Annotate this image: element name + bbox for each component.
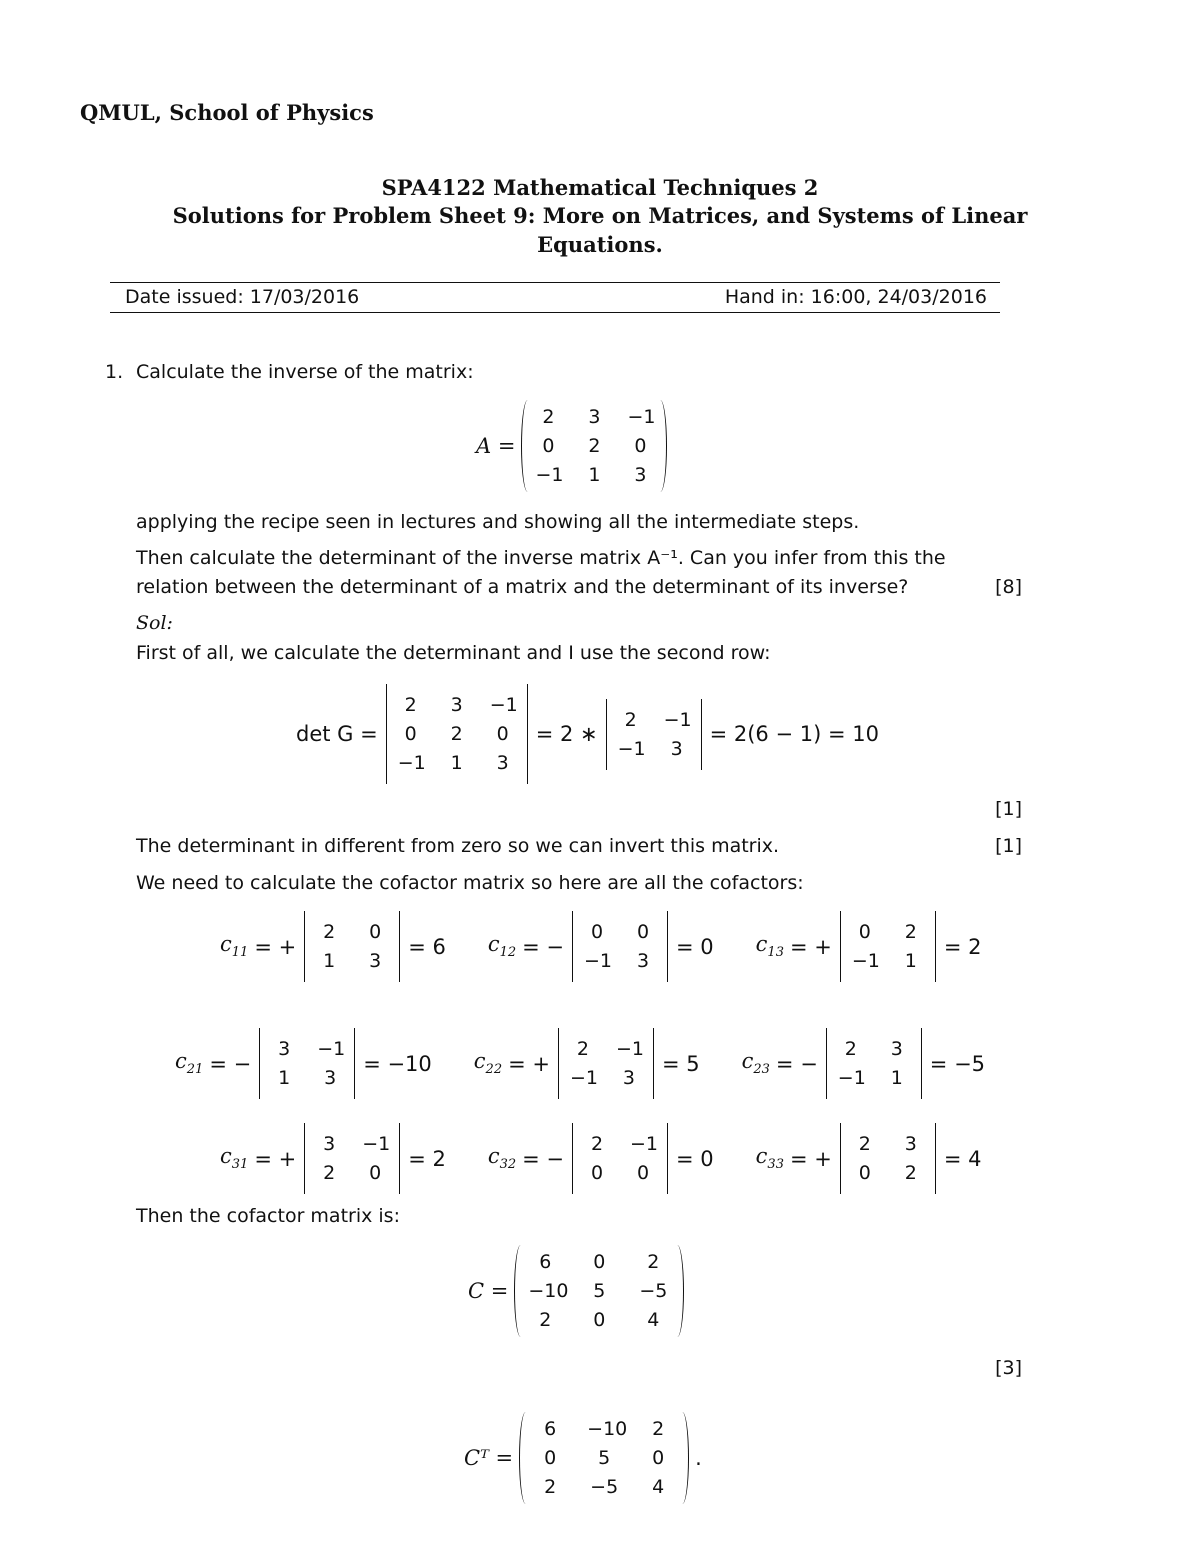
mark-1: [1] — [995, 798, 1022, 820]
minor-c33-cell-1-1: 2 — [858, 1133, 871, 1155]
matrix-ct-equation — [458, 1412, 708, 1504]
minor-c11-cell-2-2: 3 — [369, 950, 382, 972]
det-big-cell-3-3: 3 — [496, 752, 509, 774]
cofactor-minor — [838, 915, 938, 978]
cofactor-minor — [570, 915, 670, 978]
minor-c31-cell-2-2: 0 — [369, 1162, 382, 1184]
cofactor-c13 — [756, 915, 988, 978]
det-label: det G = — [296, 722, 378, 746]
matrix-ct — [519, 1412, 689, 1504]
cofactor-matrix-intro: Then the cofactor matrix is: — [136, 1205, 400, 1227]
minor-c12-cell-2-1: −1 — [584, 950, 613, 972]
cofactor-minor — [824, 1032, 924, 1095]
minor-c13-cell-2-1: −1 — [851, 950, 880, 972]
minor-c32-cell-2-1: 0 — [590, 1162, 604, 1184]
cofactor-label: $c_{12}$ — [487, 932, 517, 961]
problem-number: 1. — [105, 361, 124, 383]
date-issued: Date issued: 17/03/2016 — [125, 286, 360, 308]
minor-c11-cell-2-1: 1 — [323, 950, 336, 972]
det-intro: First of all, we calculate the determinant and I use the second row: — [136, 642, 771, 664]
matrix-a-cell-2-1: 0 — [542, 435, 555, 457]
minor-c32-cell-2-2: 0 — [636, 1162, 650, 1184]
institution-header: QMUL, School of Physics — [80, 100, 374, 125]
matrix-c-cell-1-1: 6 — [539, 1251, 552, 1273]
det-big-cell-1-1: 2 — [404, 694, 417, 716]
det-big-matrix — [384, 688, 530, 780]
cofactor-minor — [556, 1032, 656, 1095]
matrix-c-cell-3-2: 0 — [593, 1309, 606, 1331]
matrix-ct-cell-1-2: −10 — [587, 1418, 628, 1440]
minor-c21-cell-1-2: −1 — [317, 1038, 346, 1060]
cofactor-result: = 0 — [676, 1146, 714, 1171]
matrix-a-cell-3-2: 1 — [588, 464, 601, 486]
matrix-a-cell-3-3: 3 — [634, 464, 647, 486]
cofactor-sign: = + — [508, 1051, 550, 1076]
matrix-c-cell-1-3: 2 — [647, 1251, 660, 1273]
cofactor-minor — [570, 1127, 670, 1190]
cofactor-sign: = − — [775, 1051, 818, 1076]
det-small-cell-1-1: 2 — [624, 708, 637, 731]
cofactor-c23 — [742, 1032, 991, 1095]
cofactor-minor — [302, 1127, 402, 1190]
top-rule — [110, 282, 1000, 283]
minor-c31-cell-2-1: 2 — [323, 1162, 336, 1184]
cofactor-c12 — [488, 915, 720, 978]
det-big-cell-2-2: 2 — [450, 723, 463, 745]
minor-c31-cell-1-1: 3 — [323, 1133, 336, 1155]
det-result: = 2(6 − 1) = 10 — [709, 722, 879, 746]
sheet-title-line2: Equations. — [537, 232, 663, 257]
minor-c22-cell-2-1: −1 — [569, 1067, 598, 1089]
cofactor-c21 — [175, 1032, 438, 1095]
det-big-cell-1-3: −1 — [489, 694, 518, 716]
matrix-a-cell-1-3: −1 — [627, 406, 656, 428]
cofactor-label: $c_{32}$ — [487, 1144, 517, 1173]
matrix-ct-label: Cᵀ = — [464, 1446, 514, 1470]
minor-c23-cell-1-2: 3 — [890, 1038, 903, 1060]
minor-c11-cell-1-1: 2 — [323, 921, 336, 943]
minor-c12-cell-1-1: 0 — [590, 921, 604, 943]
cofactor-result: = 4 — [943, 1146, 982, 1171]
minor-c11-cell-1-2: 0 — [369, 921, 382, 943]
matrix-a-cell-2-2: 2 — [588, 435, 601, 457]
sheet-title-line1: Solutions for Problem Sheet 9: More on Matrices, and Systems of Linear — [172, 203, 1028, 228]
matrix-c-cell-3-1: 2 — [539, 1309, 552, 1331]
cofactor-minor — [302, 915, 402, 978]
marks-total: [8] — [995, 576, 1022, 598]
matrix-c-label: C = — [468, 1279, 509, 1303]
cofactor-row-2 — [175, 1032, 991, 1095]
cofactor-result: = 5 — [661, 1051, 700, 1076]
det-big-cell-3-1: −1 — [397, 752, 426, 774]
det-big-cell-2-3: 0 — [496, 723, 509, 745]
det-big-cell-1-2: 3 — [450, 694, 463, 716]
det-small-cell-2-1: −1 — [617, 737, 646, 760]
cofactor-label: $c_{23}$ — [741, 1049, 770, 1078]
cofactor-row-3 — [220, 1127, 987, 1190]
minor-c23-cell-1-1: 2 — [844, 1038, 857, 1060]
det-big-cell-3-2: 1 — [450, 752, 463, 774]
cofactor-result: = 6 — [408, 934, 446, 959]
matrix-a — [521, 400, 667, 492]
minor-c21-cell-1-1: 3 — [278, 1038, 291, 1060]
minor-c32-cell-1-2: −1 — [630, 1133, 659, 1155]
cofactor-label: $c_{11}$ — [220, 932, 249, 961]
cofactor-result: = 2 — [943, 934, 982, 959]
minor-c13-cell-2-2: 1 — [904, 950, 917, 972]
det-small-cell-1-2: −1 — [663, 708, 692, 731]
sol-label: Sol: — [136, 612, 173, 634]
minor-c22-cell-1-1: 2 — [576, 1038, 590, 1060]
cofactor-minor — [838, 1127, 938, 1190]
cofactor-c32 — [488, 1127, 720, 1190]
minor-c21-cell-2-2: 3 — [324, 1067, 337, 1089]
matrix-ct-cell-2-1: 0 — [544, 1447, 557, 1469]
matrix-a-equation — [470, 400, 667, 492]
minor-c33-cell-1-2: 3 — [904, 1133, 917, 1155]
matrix-c — [514, 1245, 684, 1337]
minor-c21-cell-2-1: 1 — [278, 1067, 291, 1089]
matrix-ct-suffix: . — [695, 1446, 702, 1470]
mark-2: [1] — [995, 835, 1022, 857]
matrix-c-cell-2-2: 5 — [593, 1280, 606, 1302]
cofactor-sign: = − — [522, 1146, 565, 1171]
det-small-matrix — [604, 703, 704, 766]
det-big-cell-2-1: 0 — [404, 723, 417, 745]
matrix-a-cell-2-3: 0 — [634, 435, 647, 457]
minor-c13-cell-1-2: 2 — [904, 921, 917, 943]
determinant-equation — [290, 688, 885, 780]
matrix-c-cell-2-3: −5 — [639, 1280, 668, 1302]
cofactor-sign: = + — [789, 934, 832, 959]
question-line2: relation between the determinant of a matrix and the determinant of its inverse? — [136, 576, 909, 598]
matrix-ct-cell-3-3: 4 — [652, 1476, 665, 1498]
cofactor-result: = −10 — [363, 1051, 432, 1076]
minor-c22-cell-1-2: −1 — [615, 1038, 644, 1060]
cofactor-intro: We need to calculate the cofactor matrix so here are all the cofactors: — [136, 872, 804, 894]
matrix-ct-cell-2-2: 5 — [598, 1447, 611, 1469]
cofactor-sign: = + — [789, 1146, 832, 1171]
minor-c32-cell-1-1: 2 — [590, 1133, 604, 1155]
minor-c33-cell-2-2: 2 — [904, 1162, 917, 1184]
instruction-text: applying the recipe seen in lectures and showing all the intermediate steps. — [136, 511, 860, 533]
minor-c12-cell-1-2: 0 — [636, 921, 650, 943]
matrix-c-cell-1-2: 0 — [593, 1251, 606, 1273]
matrix-c-equation — [462, 1245, 684, 1337]
minor-c13-cell-1-1: 0 — [858, 921, 871, 943]
cofactor-c11 — [220, 915, 452, 978]
cofactor-sign: = − — [209, 1051, 252, 1076]
cofactor-result: = 0 — [676, 934, 714, 959]
cofactor-c31 — [220, 1127, 452, 1190]
matrix-ct-cell-3-1: 2 — [544, 1476, 557, 1498]
matrix-a-cell-1-2: 3 — [588, 406, 601, 428]
matrix-c-cell-3-3: 4 — [647, 1309, 660, 1331]
minor-c31-cell-1-2: −1 — [362, 1133, 391, 1155]
matrix-ct-cell-1-3: 2 — [652, 1418, 665, 1440]
cofactor-label: $c_{33}$ — [755, 1144, 784, 1173]
cofactor-sign: = − — [522, 934, 565, 959]
matrix-a-cell-1-1: 2 — [542, 406, 555, 428]
nonzero-text: The determinant in different from zero so we can invert this matrix. — [136, 835, 780, 857]
question-line1: Then calculate the determinant of the inverse matrix A⁻¹. Can you infer from this the — [136, 547, 946, 569]
cofactor-label: $c_{21}$ — [175, 1049, 204, 1078]
cofactor-minor — [257, 1032, 357, 1095]
det-mid: = 2 ∗ — [535, 722, 598, 746]
minor-c23-cell-2-1: −1 — [837, 1067, 866, 1089]
matrix-ct-cell-1-1: 6 — [544, 1418, 557, 1440]
matrix-a-cell-3-1: −1 — [535, 464, 564, 486]
minor-c33-cell-2-1: 0 — [858, 1162, 871, 1184]
cofactor-label: $c_{22}$ — [473, 1049, 503, 1078]
matrix-ct-cell-2-3: 0 — [652, 1447, 665, 1469]
matrix-c-cell-2-1: −10 — [528, 1280, 569, 1302]
minor-c12-cell-2-2: 3 — [636, 950, 650, 972]
mark-3: [3] — [995, 1357, 1022, 1379]
cofactor-result: = 2 — [408, 1146, 446, 1171]
cofactor-c22 — [474, 1032, 706, 1095]
matrix-a-label: A = — [476, 434, 516, 458]
cofactor-c33 — [756, 1127, 988, 1190]
problem-prompt: Calculate the inverse of the matrix: — [136, 361, 474, 383]
bottom-rule — [110, 312, 1000, 313]
hand-in-date: Hand in: 16:00, 24/03/2016 — [724, 286, 987, 308]
cofactor-result: = −5 — [929, 1051, 986, 1076]
cofactor-row-1 — [220, 915, 987, 978]
minor-c23-cell-2-2: 1 — [890, 1067, 903, 1089]
matrix-ct-cell-3-2: −5 — [590, 1476, 619, 1498]
minor-c22-cell-2-2: 3 — [622, 1067, 636, 1089]
det-small-cell-2-2: 3 — [670, 737, 683, 760]
cofactor-label: $c_{31}$ — [220, 1144, 249, 1173]
cofactor-sign: = + — [254, 1146, 297, 1171]
cofactor-sign: = + — [254, 934, 297, 959]
cofactor-label: $c_{13}$ — [755, 932, 784, 961]
course-title: SPA4122 Mathematical Techniques 2 — [381, 175, 819, 200]
